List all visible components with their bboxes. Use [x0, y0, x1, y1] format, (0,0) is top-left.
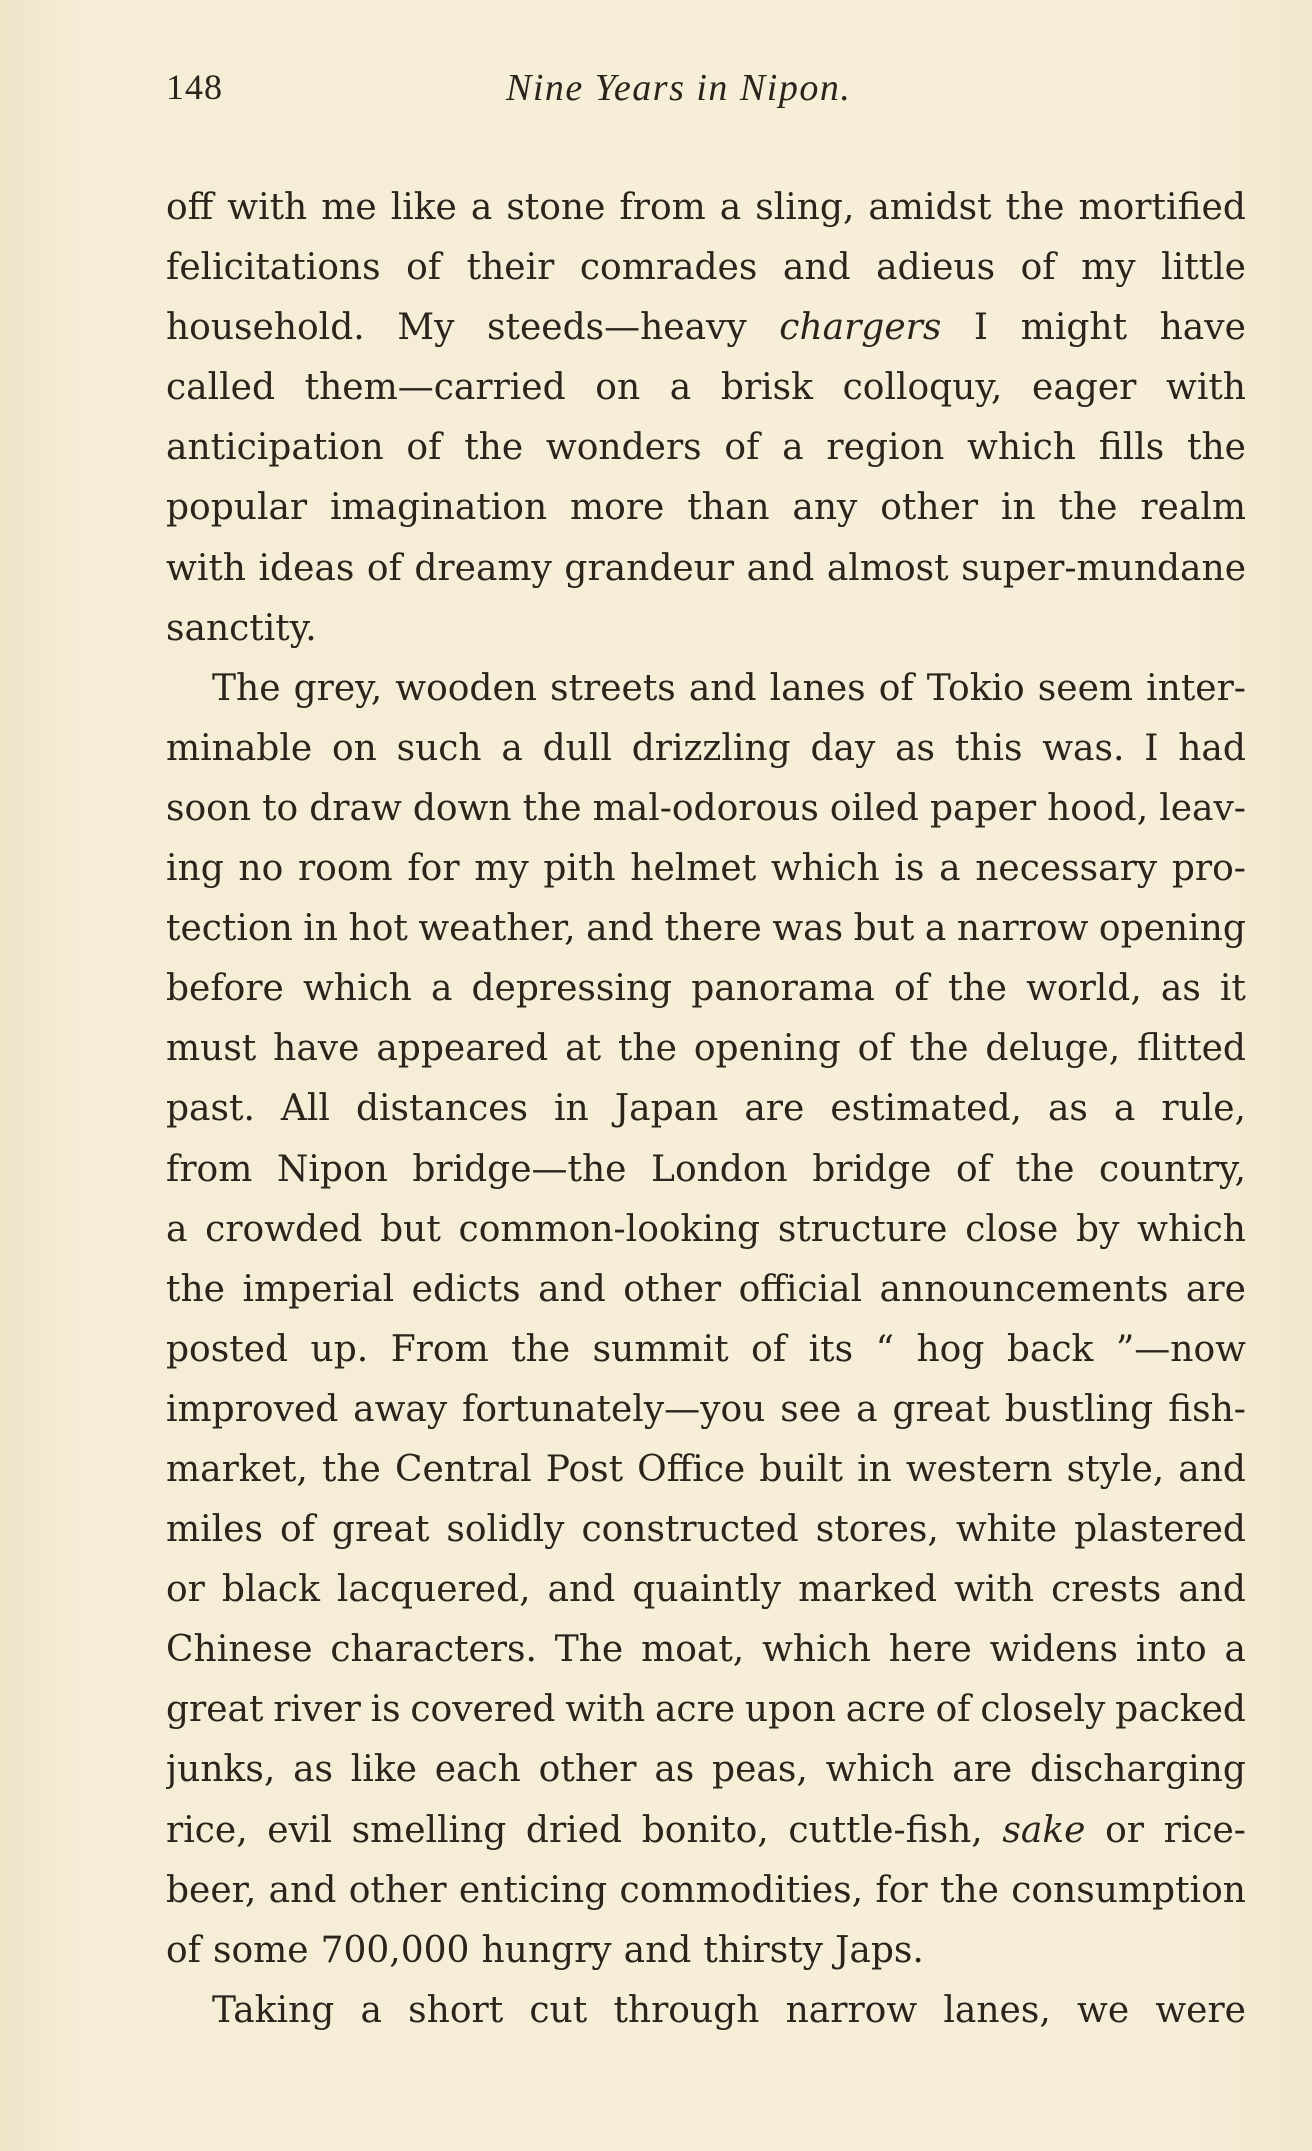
text-line: a crowded but common-looking structure close by which [166, 1208, 1246, 1250]
body-text [166, 178, 1246, 2041]
running-head [166, 66, 1246, 126]
text-line: with ideas of dreamy grandeur and almost super-mundane [166, 547, 1246, 589]
text-line: Chinese characters. The moat, which here widens into a [166, 1629, 1246, 1671]
text-line: minable on such a dull drizzling day as this was. I had [166, 727, 1246, 769]
text-line: miles of great solidly constructed stores, white plastered [166, 1509, 1246, 1551]
text-line: popular imagination more than any other in the realm [166, 487, 1246, 529]
text-line: the imperial edicts and other official announcements are [166, 1268, 1246, 1310]
text-line: The grey, wooden streets and lanes of Tokio seem inter- [212, 667, 1246, 709]
text-line: improved away fortunately—you see a great bustling fish- [166, 1388, 1246, 1430]
text-line: tection in hot weather, and there was but a narrow opening [166, 908, 1246, 950]
text-line: Taking a short cut through narrow lanes, we were [212, 1989, 1246, 2031]
text-line: called them—carried on a brisk colloquy, eager with [166, 367, 1246, 409]
text-line: before which a depressing panorama of the world, as it [166, 968, 1246, 1010]
text-line: from Nipon bridge—the London bridge of the country, [166, 1148, 1246, 1190]
running-title: Nine Years in Nipon. [506, 67, 852, 109]
text-line: junks, as like each other as peas, which are discharging [166, 1749, 1246, 1791]
text-line: beer, and other enticing commodities, for the consumption [166, 1869, 1246, 1911]
text-line: anticipation of the wonders of a region which fills the [166, 427, 1246, 469]
text-line: sanctity. [166, 607, 317, 649]
text-line: must have appeared at the opening of the deluge, flitted [166, 1028, 1246, 1070]
text-line: or black lacquered, and quaintly marked with crests and [166, 1569, 1246, 1611]
text-line: past. All distances in Japan are estimated, as a rule, [166, 1088, 1246, 1130]
text-line: market, the Central Post Office built in western style, and [166, 1448, 1246, 1490]
text-line: off with me like a stone from a sling, amidst the mortified [166, 187, 1246, 228]
text-line: of some 700,000 hungry and thirsty Japs. [166, 1929, 924, 1971]
page-number: 148 [166, 67, 223, 107]
text-line: household. My steeds—heavy chargers I might have [166, 307, 1246, 349]
text-line: great river is covered with acre upon acre of closely packed [166, 1689, 1246, 1731]
text-line: soon to draw down the mal-odorous oiled paper hood, leav- [166, 787, 1246, 829]
text-line: rice, evil smelling dried bonito, cuttle-fish, sake or rice- [166, 1809, 1246, 1851]
text-line: ing no room for my pith helmet which is a necessary pro- [166, 848, 1246, 890]
text-line: posted up. From the summit of its “ hog back ”—now [166, 1328, 1246, 1370]
text-line: felicitations of their comrades and adieus of my little [166, 247, 1246, 289]
